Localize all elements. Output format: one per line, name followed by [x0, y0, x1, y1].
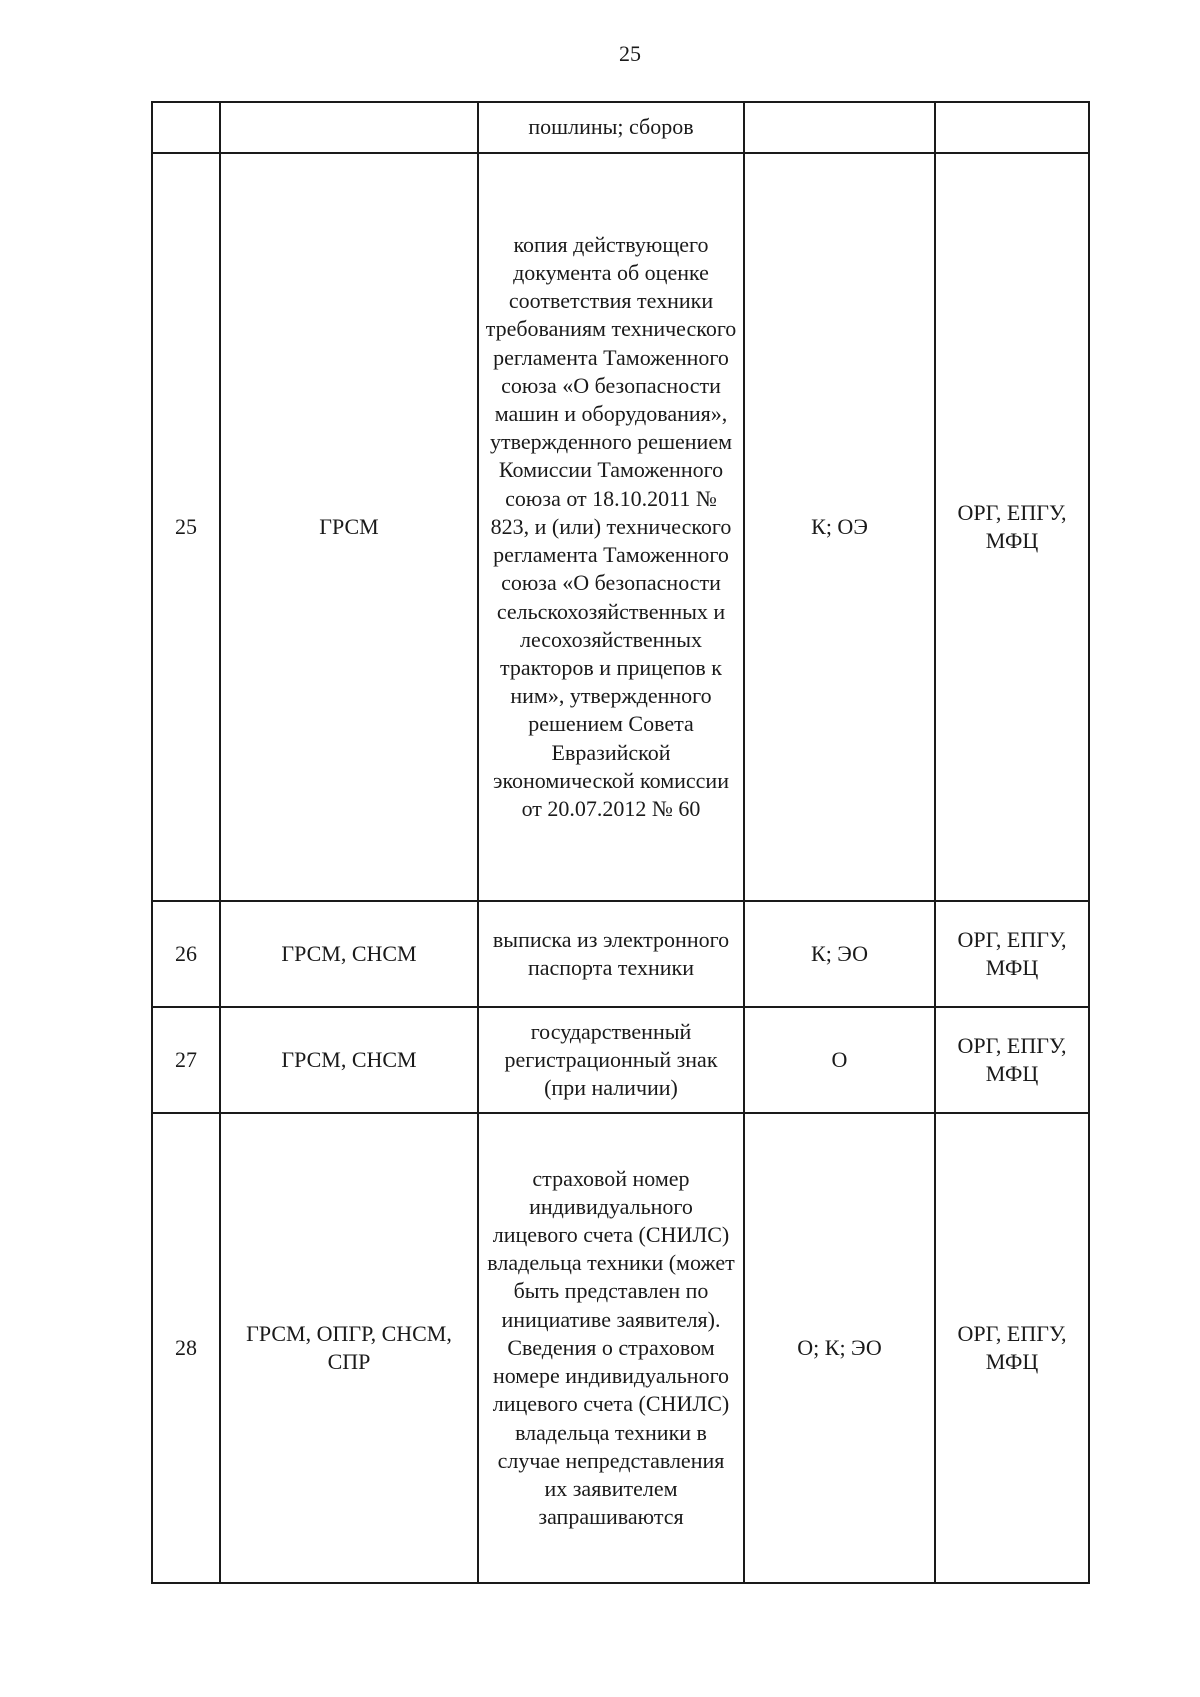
source-cell [935, 102, 1089, 153]
table-row [152, 1007, 1089, 1113]
table-row [152, 1113, 1089, 1583]
row-number-cell: 26 [152, 901, 220, 1007]
form-cell: О [744, 1007, 935, 1113]
codes-cell: ГРСМ, ОПГР, СНСМ, СПР [220, 1113, 478, 1583]
form-cell: К; ЭО [744, 901, 935, 1007]
document-cell: копия действующего документа об оценке соответствия техники требованиям технического регламента Таможенного союза «О безопасности машин и оборудования», утвержденного решением Комиссии Таможенного союза от 18.10.2011 № 823, и (или) технического регламента Таможенного союза «О безопасности сельскохозяйственных и лесохозяйственных тракторов и прицепов к ним», утвержденного решением Совета Евразийской экономической комиссии от 20.07.2012 № 60 [478, 153, 744, 901]
source-cell: ОРГ, ЕПГУ, МФЦ [935, 1113, 1089, 1583]
form-cell: О; К; ЭО [744, 1113, 935, 1583]
table-row [152, 102, 1089, 153]
codes-cell: ГРСМ, СНСМ [220, 901, 478, 1007]
row-number-cell [152, 102, 220, 153]
form-cell: К; ОЭ [744, 153, 935, 901]
document-cell: государственный регистрационный знак (при наличии) [478, 1007, 744, 1113]
source-cell: ОРГ, ЕПГУ, МФЦ [935, 1007, 1089, 1113]
codes-cell: ГРСМ, СНСМ [220, 1007, 478, 1113]
source-cell: ОРГ, ЕПГУ, МФЦ [935, 901, 1089, 1007]
table-row [152, 901, 1089, 1007]
row-number-cell: 27 [152, 1007, 220, 1113]
codes-cell [220, 102, 478, 153]
page-number: 25 [619, 41, 641, 66]
document-cell: страховой номер индивидуального лицевого счета (СНИЛС) владельца техники (может быть представлен по инициативе заявителя). Сведения о страховом номере индивидуального лицевого счета (СНИЛС) владельца техники в случае непредставления их заявителем запрашиваются [478, 1113, 744, 1583]
document-cell: пошлины; сборов [478, 102, 744, 153]
row-number-cell: 25 [152, 153, 220, 901]
document-cell: выписка из электронного паспорта техники [478, 901, 744, 1007]
source-cell: ОРГ, ЕПГУ, МФЦ [935, 153, 1089, 901]
form-cell [744, 102, 935, 153]
codes-cell: ГРСМ [220, 153, 478, 901]
table-row [152, 153, 1089, 901]
document-table [151, 101, 1090, 1584]
row-number-cell: 28 [152, 1113, 220, 1583]
